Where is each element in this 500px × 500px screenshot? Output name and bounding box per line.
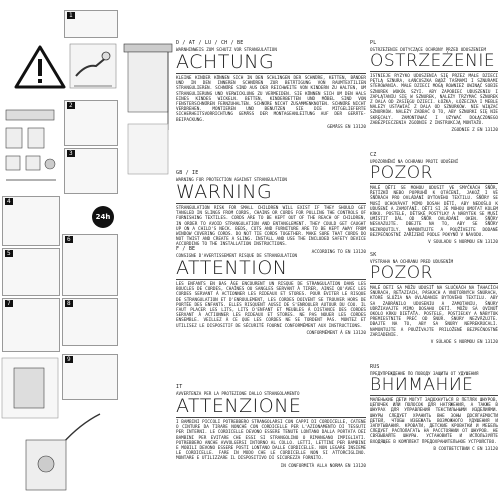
warning-body: STRANGULATION RISK FOR SMALL CHILDREN WILL EXIST IF THEY SHOULD GET TANGLED IN SLINGS FROM CORDS, CHAINS OR CORDS FOR PULLING THE CONTROLS OF FURNISHING TEXTILES. CORDS ARE TO BE KEPT OUT OF THE REACH OF CHILDREN, IN ORDER TO AVOID STRANGULATION AND ENTANGLEMENT. THEY COULD GET CAUGHT UP ON A CHILD'S NECK. BEDS, COTS AND FURNITURE ARE TO BE KEPT AWAY FROM WINDOW COVERING CORDS. DO NOT TIE CORDS TOGETHER. MAKE SURE THAT CORDS DO NOT TWIST AND CREATE A SLING. INSTALL AND USE THE INCLUDED SAFETY DEVICE ACCORDING TO THE INSTALLATION INSTRUCTIONS.	[176, 206, 366, 248]
warning-section-gb	[176, 170, 366, 255]
language-code: CZ	[370, 152, 377, 158]
divider	[370, 183, 498, 184]
language-code: SK	[370, 252, 377, 258]
language-code: PL	[370, 40, 377, 46]
standard-reference: CONFORMÉMENT À EN 13120	[306, 330, 366, 336]
standard-reference: V SÚLADE S NORMOU EN 13120	[430, 340, 498, 346]
figure-panel	[2, 298, 60, 352]
warning-body: I BAMBINI PICCOLI POTREBBERO STRANGOLARSI CON CAPPI DI CORDICELLE, CATENE O CINTURE DA TIRARE NONCHÉ CON CORDICELLE PER L'AZIONAMENTO DI TESSUTI PER INTERNI. LE CORDICELLE DEVONO ESSERE TENUTE LONTANO DALLA PORTATA DEI BAMBINI PER EVITARE CHE ESSI SI STRANGOLINO O RIMANGANO IMPIGLIATI. POTREBBERO ANCHE AVVOLGERSI INTORNO AL COLLO. LETTI, LETTINI PER BAMBINI E MOBILI DEVONO ESSERE POSTI LONTANO DALLE CORDICELLE. NON LEGARE INSIEME LE CORDICELLE. FARE IN MODO CHE LE CORDICELLE NON SI ATTORCIGLINO. MONTARE E UTILIZZARE IL DISPOSITIVO DI SICUREZZA FORNITO.	[176, 420, 366, 462]
figure-number: 9	[67, 356, 71, 363]
warning-text-column-right	[370, 0, 500, 500]
figure-number: 5	[7, 250, 11, 257]
figure-number: 1	[69, 12, 73, 19]
24h-badge: 24h	[92, 206, 114, 228]
warning-title: OSTRZEŻENIE	[370, 51, 496, 71]
warning-section-ru	[370, 364, 498, 452]
figure-panel	[62, 234, 118, 296]
language-code: RUS	[370, 364, 380, 370]
warning-section-de	[176, 40, 366, 130]
standard-reference: В СООТВЕТСТВИИ С EN 13120	[433, 446, 498, 452]
warning-section-fr	[176, 246, 366, 336]
warning-body: ISTNIEJE RYZYKO UDUSZENIA SIĘ PRZEZ MAŁE DZIECI PĘTLĄ SZNURA, ŁAŃCUSZKA BĄDŹ TAŚMAMI I SZNURAMI STEROWANIA. MAŁE DZIECI MOGĄ ROWNIEŻ OWINĄĆ SOBIE SZNUREK WOKÓŁ SZYI. ABY ZAPOBIEC UDUSZENIU I ZAPLĄTANIU SIĘ W SZNUREK, NALEŻY TRZYMAĆ SZNUREK Z DALA OD ZASIĘGU DZIECI. ŁÓŻKA, ŁÓŻECZKA I MEBLE NALEŻY USTAWIAĆ Z DALA OD SZNURKÓW. NIE WIĄZAĆ SZNURKÓW. NALEŻY ZADBAĆ O TO, ABY SZNURKI SIĘ NIE SKRĘCAŁY. ZAMONTOWAĆ I UŻYWAĆ DOŁĄCZONEGO ZABEZPIECZENIA ZGODNIE Z INSTRUKCJĄ MONTAŻU.	[370, 74, 498, 126]
language-code: D / AT / LU / CH / BE	[176, 40, 244, 46]
warning-subtitle: WARNHINWEIS ZUM SCHUTZ VOR STRANGULATION	[176, 47, 277, 52]
warning-subtitle: AVVERTENZA PER LA PROTEZIONE DALLO STRANGOLAMENTO	[176, 391, 300, 396]
warning-body: MALÉ DĚTI SE MOHOU UDUSIT VE SMYČKÁCH ŠŇŮR, ŘETÍZKŮ NEBO POPRUHŮ K OTÁČENÍ, JAKOŽ I VE ŠŇŮRÁCH PRO OVLÁDÁNÍ BYTOVÉHO TEXTILU. ŠŇŮRY SE MUSÍ UCHOVÁVAT MIMO DOSAH DĚTÍ, ABY NEDOŠLO K UDUŠENÍ A ZAMOTÁNÍ. DĚTI SI JE MOHOU OMOTAT KOLEM KRKU. POSTELE, DĚTSKÉ POSTÝLKY A NÁBYTEK SE MUSÍ UMÍSTIT DÁL OD ŠŇŮR OVLÁDÁNÍ OKEN. ŠŇŮRY NESVAZUJTE. DBEJTE NA TO, ABY SE ŠŇŮRY NEZKROUTILY. NAMONTUJTE A POUŽÍVEJTE DODANÉ BEZPEČNOSTNÍ ZAŘÍZENÍ PODLE POKYNŮ V NÁVODU.	[370, 186, 498, 238]
warning-body: MALÉ DETI SA MÔŽU UDUSIŤ NA SLUČKÁCH NA ŤAHACÍCH ŠNÚRACH, REŤAZIACH, PÁSKACH A VNÚTORNÝCH ŠNÚRACH, KTORÉ SLÚŽIA NA OVLÁDANIE BYTOVÉHO TEXTILU. ABY SA ZABRÁNILO UDUSENIU A ZAMOTANIU, ŠNÚRY UDRŽIAVAJTE MIMO DOSAHU DETÍ. MÔŽU SA OVINÚŤ OKOLO KRKU DIEŤAŤA. POSTELE, POSTIEĽKY A NÁBYTOK PREMIESTNITE PREČ OD ŠNÚR. ŠNÚRY NEZVÄZUJTE. DBAJTE NA TO, ABY SA ŠNÚRY NEPREKRÚCALI. NAMONTUJTE A POUŽÍVAJTE PRILOŽENÉ BEZPEČNOSTNÉ ZARIADENIE.	[370, 286, 498, 338]
warning-subtitle: CONSIGNE D'AVERTISSEMENT RISQUE DE STRANGULATION	[176, 253, 298, 258]
warning-text-column-middle	[130, 0, 366, 500]
figure-panel	[64, 10, 118, 38]
warning-subtitle: ПРЕДУПРЕЖДЕНИЕ ПО ПОВОДУ ЗАЩИТЫ ОТ УДУШЕНИЯ	[370, 371, 479, 376]
warning-subtitle: OSTRZEŻENIE DOTYCZĄCE OCHRONY PRZED UDUSZENIEM	[370, 47, 486, 52]
divider	[370, 395, 498, 396]
figure-number: 4	[7, 198, 11, 205]
standard-reference: V SOULADU S NORMOU EN 13120	[428, 240, 498, 246]
standard-reference: GEMÄSS EN 13120	[327, 124, 366, 130]
warning-section-sk	[370, 252, 498, 345]
illustration-column	[0, 0, 120, 500]
drilling-hand-illustration	[66, 38, 120, 96]
warning-subtitle: UPOZORNĚNÍ NA OCHRANU PROTI UDUŠENÍ	[370, 159, 459, 164]
warning-title: ATTENTION	[176, 257, 288, 279]
figure-panel	[62, 354, 118, 400]
figure-panel	[62, 298, 118, 346]
figure-panel	[64, 100, 118, 146]
divider	[176, 73, 366, 74]
bracket-parts-illustration	[0, 104, 62, 190]
language-code: IT	[176, 384, 183, 390]
warning-body: МАЛЕНЬКИЕ ДЕТИ МОГУТ ЗАДОХНУТЬСЯ В ПЕТЛЯХ ШНУРОВ, ЦЕПОЧЕК ИЛИ ПОЛОСОК ДЛЯ НАТЯЖЕНИЯ, А ТАКЖЕ В ШНУРАХ ДЛЯ УПРАВЛЕНИЯ ТЕКСТИЛЬНЫМИ ИЗДЕЛИЯМИ. ШНУРЫ СЛЕДУЕТ ХРАНИТЬ ВНЕ ЗОНЫ ДОСЯГАЕМОСТИ ДЕТЕЙ, ЧТОБЫ ИЗБЕЖАТЬ ВОЗМОЖНОГО УДУШЕНИЯ И ЗАПУТЫВАНИЯ. КРОВАТИ, ДЕТСКИЕ КРОВАТКИ И МЕБЕЛЬ СЛЕДУЕТ РАСПОЛАГАТЬ НА РАССТОЯНИИ ОТ ШНУРОВ. НЕ СВЯЗЫВАЙТЕ ШНУРЫ. УСТАНОВИТЕ И ИСПОЛЬЗУЙТЕ ВХОДЯЩЕЕ В КОМПЛЕКТ ПРЕДОХРАНИТЕЛЬНОЕ УСТРОЙСТВО.	[370, 398, 498, 445]
divider	[370, 71, 498, 72]
warning-title: ВНИМАНИЕ	[370, 375, 474, 395]
figure-panel	[2, 196, 60, 246]
warning-body: LES ENFANTS EN BAS ÂGE ENCOURENT UN RISQUE DE STRANGULATION DANS LES BOUCLES DE CORDES, CHAÎNES OU SANGLES SERVANT À TIRER, AINSI QU'AVEC LES CORDES SERVANT À ACTIONNER LES RIDEAUX ET STORES. POUR ÉVITER LE RISQUE DE STRANGULATION ET D'ENROULEMENT, LES CORDES DOIVENT SE TROUVER HORS DE PORTÉE DES ENFANTS. ELLES RISQUENT AUSSI DE S'ENROULER AUTOUR DU COU. IL FAUT PLACER LES LITS, LITS D'ENFANT ET MEUBLES À DISTANCE DES CORDES SERVANT À ACTIONNER LES RIDEAUX ET STORES. NE PAS NOUER LES CORDES ENSEMBLE. VEILLEZ À CE QUE LES CORDES NE SE TORDENT PAS. MONTEZ ET UTILISEZ LE DISPOSITIF DE SÉCURITÉ FOURNI CONFORMÉMENT AUX INSTRUCTIONS.	[176, 282, 366, 329]
language-code: F / BE	[176, 246, 196, 252]
figure-panel	[64, 148, 118, 194]
warning-title: ACHTUNG	[176, 51, 275, 73]
figure-panel	[2, 248, 60, 296]
warning-title: POZOR	[370, 163, 433, 183]
warning-title: WARNING	[176, 181, 273, 203]
warning-subtitle: WARNING FOR PROTECTION AGAINST STRANGULATION	[176, 177, 287, 182]
divider	[176, 279, 366, 280]
standard-reference: ACCORDING TO EN 13120	[311, 249, 366, 255]
language-code: GB / IE	[176, 170, 199, 176]
warning-title: POZOR	[370, 263, 433, 283]
warning-section-pl	[370, 40, 498, 133]
standard-reference: IN CONFORMITÀ ALLA NORMA EN 13120	[280, 463, 366, 469]
figure-number: 2	[69, 102, 73, 109]
standard-reference: ZGODNIE Z EN 13120	[451, 128, 498, 134]
warning-section-it	[176, 384, 366, 469]
figure-number: 6	[67, 236, 71, 243]
warning-section-cz	[370, 152, 498, 245]
warning-subtitle: VÝSTRAHA NA OCHRANU PRED UDUSENÍM	[370, 259, 454, 264]
divider	[176, 203, 366, 204]
figure-number: 8	[67, 300, 71, 307]
divider	[370, 283, 498, 284]
warning-title: ATTENZIONE	[176, 395, 302, 417]
figure-number: 3	[69, 150, 73, 157]
divider	[176, 417, 366, 418]
warning-body: KLEINE KINDER KÖNNEN SICH IN DEN SCHLINGEN DER SCHNÜRE, KETTEN, BÄNDER UND IN DEN INNEREN SCHNÜREN ZUR BETÄTIGUNG VON RAUMTEXTILIEN STRANGULIEREN. SCHNÜRE SIND AUS DER REICHWEITE VON KINDERN ZU HALTEN, UM STRANGULIERUNG UND VERWICKLUNG ZU VERMEIDEN. SIE KÖNNEN SICH UM DEN HALS EINES KINDES WICKELN. BETTEN, KINDERBETTEN UND MÖBEL SIND VON FENSTERSCHNÜREN FERNZUHALTEN. SCHNÜRE NICHT ZUSAMMENKNOTEN. SCHNÜRE NICHT VERDREHEN. MONTIEREN UND BENUTZEN SIE DIE MITGELIEFERTE SICHERHEITSVORRICHTUNG GEMÄSS DER MONTAGEANLEITUNG AUF DER GERÄTE-BEIPACKUNG.	[176, 76, 366, 123]
figure-number: 7	[7, 300, 11, 307]
warning-triangle-icon	[14, 44, 66, 90]
